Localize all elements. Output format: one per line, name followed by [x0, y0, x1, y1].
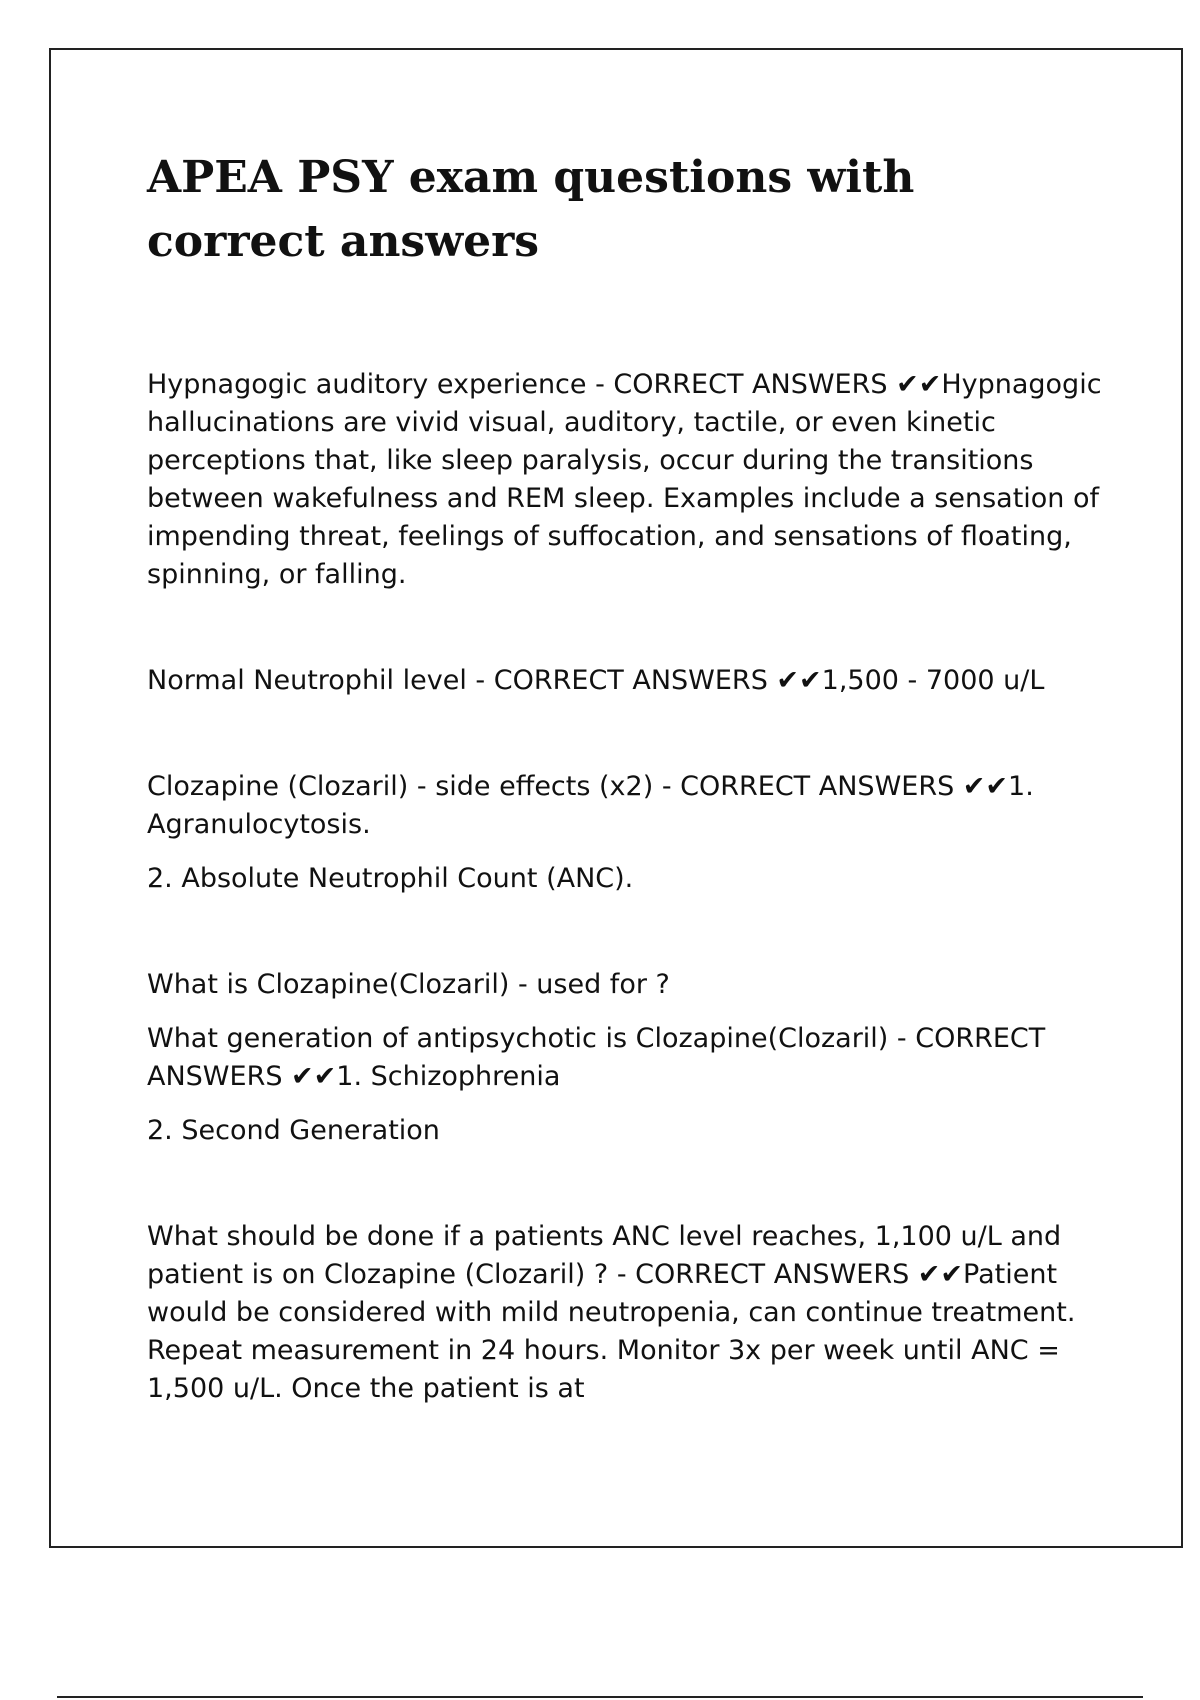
page-frame: [49, 48, 1183, 1548]
footer-divider: [57, 1696, 1143, 1698]
qa-text: Clozapine (Clozaril) - side effects (x2) - CORRECT ANSWERS ✔✔1. Agranulocytosis.: [147, 771, 1034, 840]
qa-entry-clozapine-side-effects: [147, 768, 1127, 898]
qa-text: What is Clozapine(Clozaril) - used for ?: [147, 969, 670, 1000]
qa-entry-hypnagogic: [147, 366, 1127, 594]
qa-text: 2. Second Generation: [147, 1115, 440, 1146]
document-title: APEA PSY exam questions with correct answers: [147, 152, 915, 267]
document-content: [147, 146, 1127, 1408]
qa-text: Hypnagogic auditory experience - CORRECT ANSWERS ✔✔Hypnagogic hallucinations are vivid visual, auditory, tactile, or even kinetic perceptions that, like sleep paralysis, occur during the transitions between wakefulness and REM sleep. Examples include a sensation of impending threat, feelings of suffocation, and sensations of floating, spinning, or falling.: [147, 369, 1102, 590]
qa-entry-neutrophil-level: [147, 662, 1127, 700]
qa-text: 2. Absolute Neutrophil Count (ANC).: [147, 863, 634, 894]
qa-text: Normal Neutrophil level - CORRECT ANSWERS ✔✔1,500 - 7000 u/L: [147, 665, 1045, 696]
qa-entry-anc-level: [147, 1218, 1127, 1408]
qa-text: What should be done if a patients ANC level reaches, 1,100 u/L and patient is on Clozapine (Clozaril) ? - CORRECT ANSWERS ✔✔Patient would be considered with mild neutropenia, can continue treatment. Repeat measurement in 24 hours. Monitor 3x per week until ANC = 1,500 u/L. Once the patient is at: [147, 1221, 1076, 1404]
qa-text: What generation of antipsychotic is Clozapine(Clozaril) - CORRECT ANSWERS ✔✔1. Schizophrenia: [147, 1023, 1046, 1092]
qa-entry-clozapine-use: [147, 966, 1127, 1150]
